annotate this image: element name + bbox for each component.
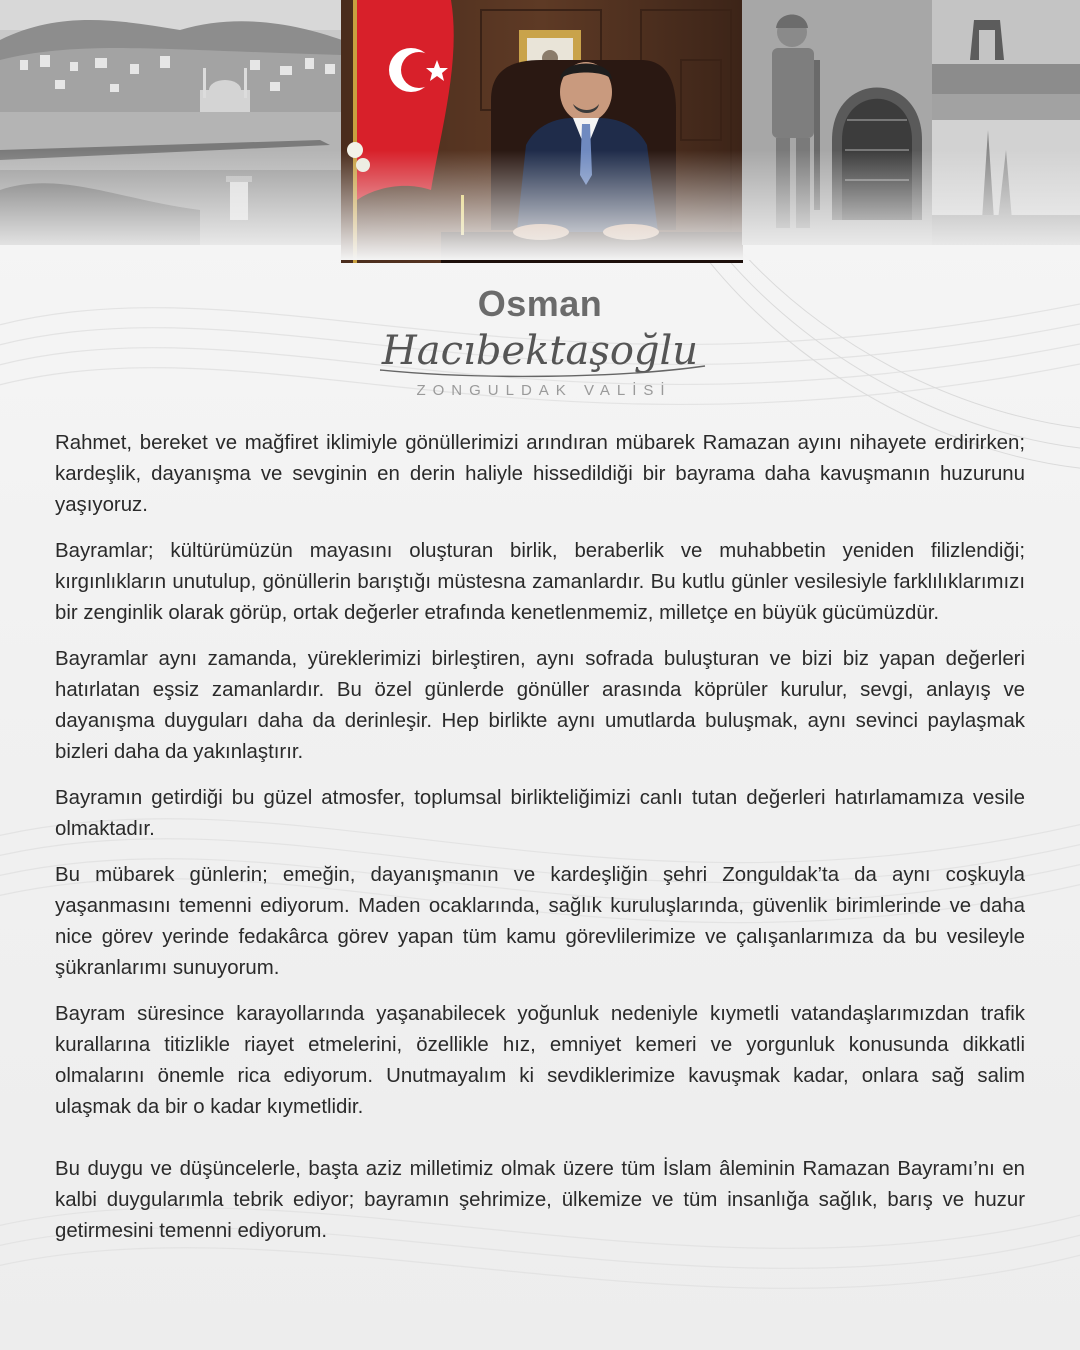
- message-paragraph: Bayramın getirdiği bu güzel atmosfer, toplumsal birlikteliğimizi canlı tutan değerleri hatırlamamıza vesile olmaktadır.: [55, 787, 1025, 840]
- signature-text: Hacıbektaşoğlu: [381, 328, 699, 374]
- governor-first-name: Osman: [477, 283, 603, 324]
- governor-portrait-photo: [341, 0, 743, 263]
- message-body: [55, 428, 1025, 1262]
- governor-name-block: [340, 282, 740, 399]
- message-paragraph: Bayramlar aynı zamanda, yüreklerimizi birleştiren, aynı sofrada buluşturan ve bizi biz yapan değerleri hatırlatan eşsiz zamanlardır. Bu özel günlerde gönüller arasında köprüler kurulur, sevgi, anlayış ve dayanışma duyguları daha da derinleşir. Hep birlikte aynı umutlarda buluşmak, aynı sevinci paylaşmak bizleri daha da yakınlaştırır.: [55, 648, 1025, 763]
- signature-image: [360, 320, 720, 384]
- message-paragraph: Bayramlar; kültürümüzün mayasını oluşturan birlik, beraberlik ve muhabbetin yeniden filizlendiği; kırgınlıkların unutulup, gönüllerin barıştığı müstesna zamanlardır. Bu kutlu günler vesilesiyle farklılıklarımızı bir zenginlik olarak görüp, ortak değerler etrafında kenetlenmemiz, milletçe en büyük gücümüzdür.: [55, 540, 1025, 624]
- message-paragraph: Bu mübarek günlerin; emeğin, dayanışmanın ve kardeşliğin şehri Zonguldak’ta da aynı coşkuyla yaşanmasını temenni ediyorum. Maden ocaklarında, sağlık kuruluşlarında, güvenlik birimlerinde ve daha nice görev yerinde fedakârca görev yapan tüm kamu görevlilerimize ve çalışanlarımıza da bu vesileyle şükranlarımı sunuyorum.: [55, 864, 1025, 979]
- miner-statue-photo: [742, 0, 1080, 245]
- message-paragraph: Bayram süresince karayollarında yaşanabilecek yoğunluk nedeniyle kıymetli vatandaşlarımızdan trafik kurallarına titizlikle riayet etmelerini, özellikle hız, emniyet kemeri ve yorgunluk konusunda dikkatli olmalarını önemle rica ediyorum. Unutmayalım ki sevdiklerimize kavuşmak kadar, onlara sağ salim ulaşmak da bir o kadar kıymetlidir.: [55, 1003, 1025, 1118]
- header-photo-collage: [0, 0, 1080, 265]
- message-paragraph: Bu duygu ve düşüncelerle, başta aziz milletimiz olmak üzere tüm İslam âleminin Ramazan Bayramı’nı en kalbi duygularımla tebrik ediyor; bayramın şehrimize, ülkemize ve tüm insanlığa sağlık, barış ve huzur getirmesini temenni ediyorum.: [55, 1158, 1025, 1242]
- message-paragraph: Rahmet, bereket ve mağfiret iklimiyle gönüllerimizi arındıran mübarek Ramazan ayını nihayete erdirirken; kardeşlik, dayanışma ve sevginin en derin haliyle hissedildiği bir bayrama daha kavuşmanın huzurunu yaşıyoruz.: [55, 432, 1025, 516]
- governor-title: ZONGULDAK VALİSİ: [416, 382, 672, 399]
- coastal-city-photo: [0, 0, 342, 245]
